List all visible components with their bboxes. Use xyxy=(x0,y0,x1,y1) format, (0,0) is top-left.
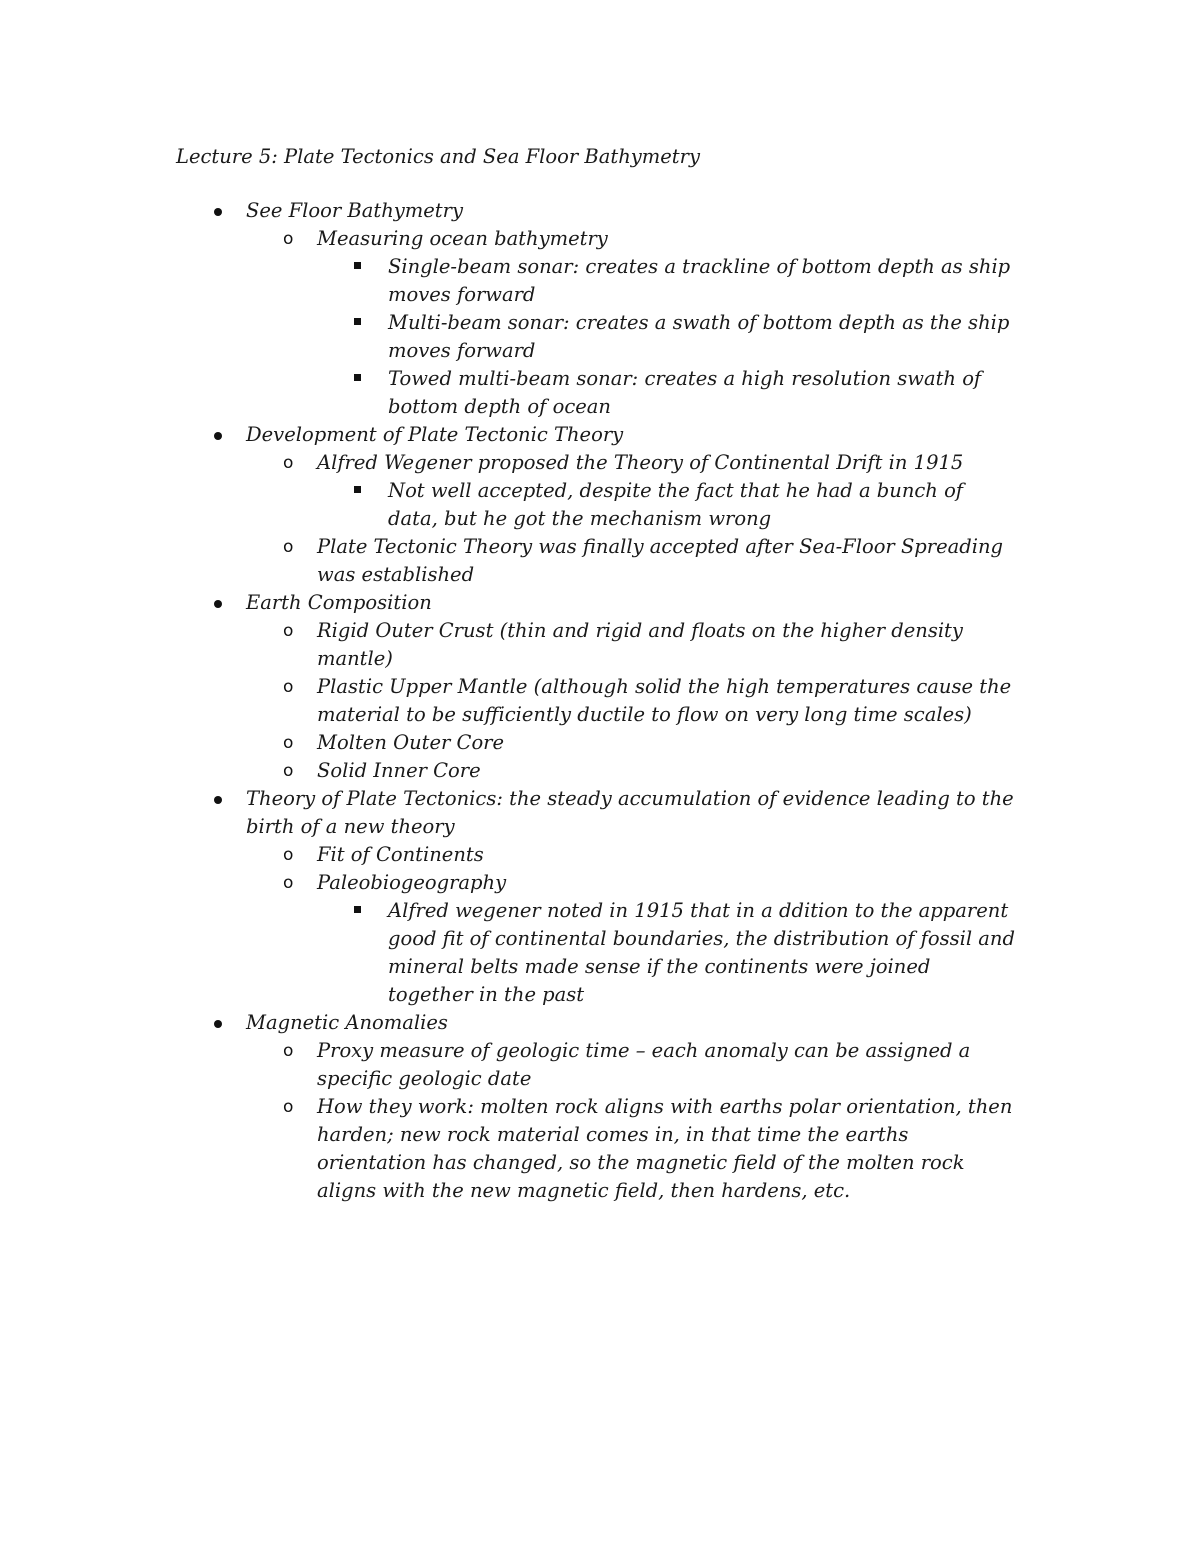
sub-list xyxy=(317,1037,1016,1205)
sub-bullet-text: o Paleobiogeography xyxy=(317,871,507,894)
sub-sub-list xyxy=(388,477,1016,533)
sub-bullet-text: o Plastic Upper Mantle (although solid the high temperatures cause the material to be sufficiently ductile to flow on very long time scales) xyxy=(317,675,1012,726)
sub-bullet-item xyxy=(317,225,1016,421)
outline-list xyxy=(246,197,1016,1205)
sub-bullet-item xyxy=(317,729,1016,757)
sub-bullet-text: o Proxy measure of geologic time – each anomaly can be assigned a specific geologic date xyxy=(317,1039,971,1090)
sub-bullet-text: o Measuring ocean bathymetry xyxy=(317,227,608,250)
bullet-item xyxy=(246,197,1016,421)
detail-item xyxy=(388,253,1016,309)
sub-bullet-text: o Fit of Continents xyxy=(317,843,484,866)
detail-item xyxy=(388,365,1016,421)
bullet-text: Magnetic Anomalies xyxy=(246,1011,448,1034)
sub-sub-list xyxy=(388,897,1016,1009)
sub-sub-list xyxy=(388,253,1016,421)
sub-bullet-text: o Molten Outer Core xyxy=(317,731,505,754)
sub-bullet-item xyxy=(317,673,1016,729)
detail-text: Multi-beam sonar: creates a swath of bottom depth as the ship moves forward xyxy=(388,311,1010,362)
detail-item xyxy=(388,309,1016,365)
document-title: Lecture 5: Plate Tectonics and Sea Floor Bathymetry xyxy=(176,145,700,168)
detail-item xyxy=(388,897,1016,1009)
bullet-text: Development of Plate Tectonic Theory xyxy=(246,423,624,446)
sub-bullet-item xyxy=(317,869,1016,1009)
sub-bullet-text: o Rigid Outer Crust (thin and rigid and floats on the higher density mantle) xyxy=(317,619,963,670)
bullet-item xyxy=(246,785,1016,1009)
detail-text: Towed multi-beam sonar: creates a high resolution swath of bottom depth of ocean xyxy=(388,367,982,418)
sub-bullet-text: o Solid Inner Core xyxy=(317,759,481,782)
sub-bullet-text: o Plate Tectonic Theory was finally accepted after Sea-Floor Spreading was established xyxy=(317,535,1004,586)
sub-bullet-item xyxy=(317,1037,1016,1093)
sub-bullet-item xyxy=(317,841,1016,869)
sub-list xyxy=(317,225,1016,421)
sub-bullet-item xyxy=(317,617,1016,673)
bullet-item xyxy=(246,1009,1016,1205)
detail-item xyxy=(388,477,1016,533)
sub-list xyxy=(317,449,1016,589)
detail-text: Alfred wegener noted in 1915 that in a ddition to the apparent good fit of continental boundaries, the distribution of fossil and mineral belts made sense if the continents were joined together in the past xyxy=(388,899,1015,1006)
bullet-text: See Floor Bathymetry xyxy=(246,199,463,222)
detail-text: Single-beam sonar: creates a trackline of bottom depth as ship moves forward xyxy=(388,255,1011,306)
sub-bullet-item xyxy=(317,1093,1016,1205)
sub-bullet-text: o How they work: molten rock aligns with earths polar orientation, then harden; new rock material comes in, in that time the earths orientation has changed, so the magnetic field of the molten rock aligns with the new magnetic field, then hardens, etc. xyxy=(317,1095,1013,1202)
sub-bullet-text: o Alfred Wegener proposed the Theory of Continental Drift in 1915 xyxy=(317,451,964,474)
detail-text: Not well accepted, despite the fact that he had a bunch of data, but he got the mechanism wrong xyxy=(388,479,964,530)
sub-list xyxy=(317,841,1016,1009)
bullet-item xyxy=(246,421,1016,589)
sub-bullet-item xyxy=(317,757,1016,785)
bullet-text: Earth Composition xyxy=(246,591,432,614)
bullet-item xyxy=(246,589,1016,785)
sub-list xyxy=(317,617,1016,785)
sub-bullet-item xyxy=(317,449,1016,533)
bullet-text: Theory of Plate Tectonics: the steady accumulation of evidence leading to the birth of a new theory xyxy=(246,787,1014,838)
sub-bullet-item xyxy=(317,533,1016,589)
